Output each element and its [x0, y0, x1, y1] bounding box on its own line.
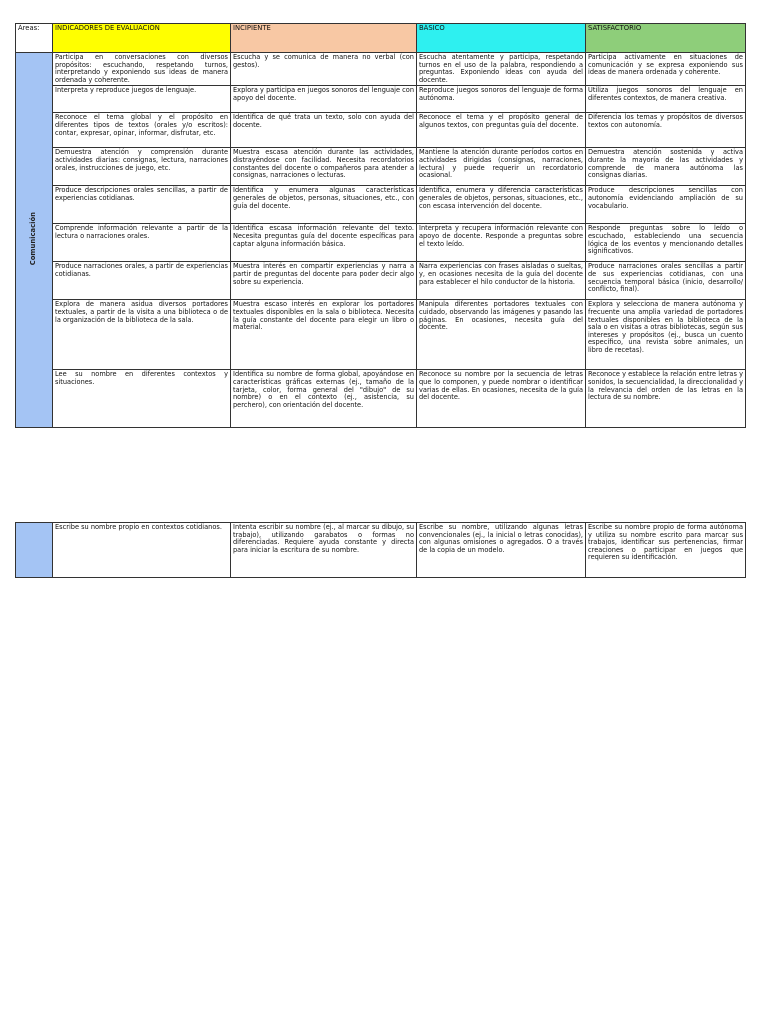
table-row	[16, 186, 746, 224]
table-row	[16, 86, 746, 113]
table-row	[16, 300, 746, 370]
table-row	[16, 53, 746, 86]
cell-indicador: Participa en conversaciones con diversos propósitos: escuchando, respetando turnos, interpretando y exponiendo sus ideas de manera ordenada y coherente.	[53, 53, 231, 86]
cell-indicador: Lee su nombre en diferentes contextos y situaciones.	[53, 370, 231, 428]
cell-indicador: Explora de manera asidua diversos portadores textuales, a partir de la visita a una biblioteca o de la organización de la biblioteca de la sala.	[53, 300, 231, 370]
cell-indicador: Demuestra atención y comprensión durante actividades diarias: consignas, lectura, narraciones orales, instrucciones de juego, etc.	[53, 148, 231, 186]
cell-satisfactorio: Demuestra atención sostenida y activa durante la mayoría de las actividades y comprende de manera autónoma las consignas diarias.	[586, 148, 746, 186]
header-area: Áreas:	[16, 24, 53, 53]
header-row	[16, 24, 746, 53]
cell-basico: Escribe su nombre, utilizando algunas letras convencionales (ej., la inicial o letras conocidas), con algunas omisiones o agregados. O a través de la copia de un modelo.	[417, 523, 586, 578]
area-label: Comunicación	[29, 212, 38, 266]
cell-basico: Reconoce el tema y el propósito general de algunos textos, con preguntas guía del docente.	[417, 113, 586, 148]
table-row	[16, 148, 746, 186]
cell-basico: Reproduce juegos sonoros del lenguaje de forma autónoma.	[417, 86, 586, 113]
table-row	[16, 224, 746, 262]
area-cell	[16, 53, 53, 428]
area-cell	[16, 523, 53, 578]
cell-indicador: Produce narraciones orales, a partir de experiencias cotidianas.	[53, 262, 231, 300]
cell-satisfactorio: Produce descripciones sencillas con autonomía evidenciando ampliación de su vocabulario.	[586, 186, 746, 224]
header-satisfactorio: SATISFACTORIO	[586, 24, 746, 53]
cell-satisfactorio: Escribe su nombre propio de forma autónoma y utiliza su nombre escrito para marcar sus trabajos, identificar sus pertenencias, firmar creaciones o participar en juegos que requieren su identificación.	[586, 523, 746, 578]
table-row	[16, 262, 746, 300]
cell-basico: Identifica, enumera y diferencia características generales de objetos, personas, situaciones, etc., con escasa intervención del docente.	[417, 186, 586, 224]
cell-basico: Narra experiencias con frases aisladas o sueltas, y, en ocasiones necesita de la guía del docente para establecer el hilo conductor de la historia.	[417, 262, 586, 300]
cell-indicador: Escribe su nombre propio en contextos cotidianos.	[53, 523, 231, 578]
cell-incipiente: Explora y participa en juegos sonoros del lenguaje con apoyo del docente.	[231, 86, 417, 113]
cell-incipiente: Identifica escasa información relevante del texto. Necesita preguntas guía del docente específicas para captar alguna información básica.	[231, 224, 417, 262]
cell-satisfactorio: Explora y selecciona de manera autónoma y frecuente una amplia variedad de portadores textuales disponibles en la biblioteca de la sala o en visitas a otras bibliotecas, según sus intereses y propósitos (ej., busca un cuento específico, una revista sobre animales, un libro de recetas).	[586, 300, 746, 370]
cell-satisfactorio: Produce narraciones orales sencillas a partir de sus experiencias cotidianas, con una secuencia temporal básica (inicio, desarrollo/ conflicto, final).	[586, 262, 746, 300]
cell-incipiente: Identifica su nombre de forma global, apoyándose en características gráficas externas (ej., tamaño de la tarjeta, color, forma general del "dibujo" de su nombre) o en el contexto (ej., asistencia, su perchero), con orientación del docente.	[231, 370, 417, 428]
cell-incipiente: Identifica y enumera algunas características generales de objetos, personas, situaciones, etc., con guía del docente.	[231, 186, 417, 224]
cell-basico: Mantiene la atención durante períodos cortos en actividades dirigidas (consignas, narraciones, lectura) y puede requerir un recordatorio ocasional.	[417, 148, 586, 186]
cell-incipiente: Escucha y se comunica de manera no verbal (con gestos).	[231, 53, 417, 86]
cell-satisfactorio: Responde preguntas sobre lo leído o escuchado, estableciendo una secuencia lógica de los eventos y mencionando detalles significativos.	[586, 224, 746, 262]
header-basico: BÁSICO	[417, 24, 586, 53]
cell-incipiente: Muestra interés en compartir experiencias y narra a partir de preguntas del docente para poder decir algo sobre su experiencia.	[231, 262, 417, 300]
cell-incipiente: Identifica de qué trata un texto, solo con ayuda del docente.	[231, 113, 417, 148]
table-row	[16, 523, 746, 578]
cell-indicador: Reconoce el tema global y el propósito en diferentes tipos de textos (orales y/o escritos): contar, expresar, opinar, informar, disfrutar, etc.	[53, 113, 231, 148]
cell-incipiente: Intenta escribir su nombre (ej., al marcar su dibujo, su trabajo), utilizando garabatos o formas no diferenciadas. Requiere ayuda constante y directa para iniciar la escritura de su nombre.	[231, 523, 417, 578]
cell-basico: Interpreta y recupera información relevante con apoyo de docente. Responde a preguntas sobre el texto leído.	[417, 224, 586, 262]
cell-basico: Reconoce su nombre por la secuencia de letras que lo componen, y puede nombrar o identificar varias de ellas. En ocasiones, necesita de la guía del docente.	[417, 370, 586, 428]
cell-incipiente: Muestra escasa atención durante las actividades, distrayéndose con facilidad. Necesita recordatorios constantes del docente o compañeros para atender a consignas, narraciones o lecturas.	[231, 148, 417, 186]
table-row	[16, 370, 746, 428]
cell-indicador: Produce descripciones orales sencillas, a partir de experiencias cotidianas.	[53, 186, 231, 224]
cell-basico: Manipula diferentes portadores textuales con cuidado, observando las imágenes y pasando las páginas. En ocasiones, necesita guía del docente.	[417, 300, 586, 370]
evaluation-rubric-table-continued	[15, 522, 746, 578]
cell-satisfactorio: Participa activamente en situaciones de comunicación y se expresa exponiendo sus ideas de manera ordenada y coherente.	[586, 53, 746, 86]
table-row	[16, 113, 746, 148]
header-indicadores: INDICADORES DE EVALUACIÓN	[53, 24, 231, 53]
cell-indicador: Comprende información relevante a partir de la lectura o narraciones orales.	[53, 224, 231, 262]
cell-satisfactorio: Utiliza juegos sonoros del lenguaje en diferentes contextos, de manera creativa.	[586, 86, 746, 113]
cell-satisfactorio: Reconoce y establece la relación entre letras y sonidos, la secuencialidad, la direccionalidad y la relevancia del orden de las letras en la lectura de su nombre.	[586, 370, 746, 428]
header-incipiente: INCIPIENTE	[231, 24, 417, 53]
evaluation-rubric-table	[15, 23, 746, 428]
cell-incipiente: Muestra escaso interés en explorar los portadores textuales disponibles en la sala o biblioteca. Necesita la guía constante del docente para elegir un libro o material.	[231, 300, 417, 370]
cell-basico: Escucha atentamente y participa, respetando turnos en el uso de la palabra, respondiendo a preguntas. Exponiendo ideas con ayuda del docente.	[417, 53, 586, 86]
cell-indicador: Interpreta y reproduce juegos de lenguaje.	[53, 86, 231, 113]
cell-satisfactorio: Diferencia los temas y propósitos de diversos textos con autonomía.	[586, 113, 746, 148]
